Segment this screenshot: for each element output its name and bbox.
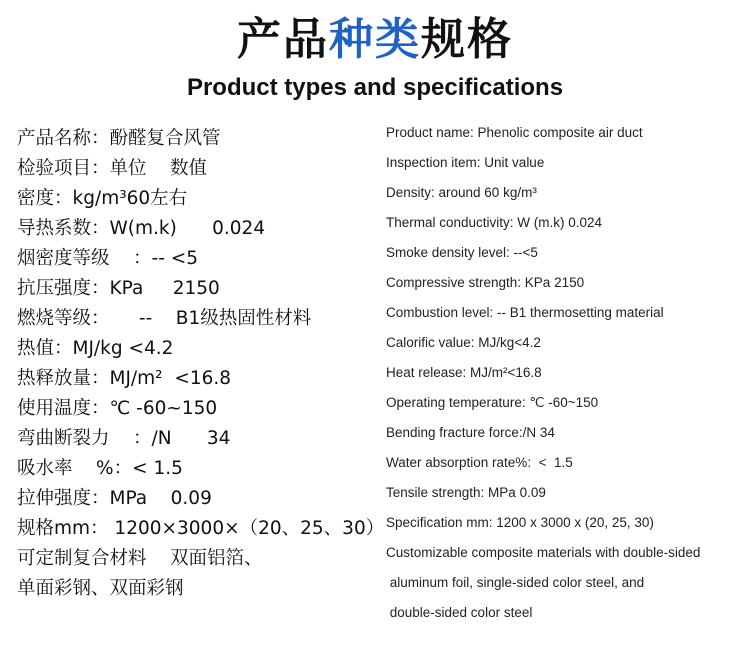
spec-row-zh: 规格mm： 1200×3000×（20、25、30） [17,518,385,539]
spec-row-zh: 吸水率 %：< 1.5 [17,458,183,479]
spec-row-zh: 检验项目：单位 数值 [17,158,208,179]
spec-row-en: aluminum foil, single-sided color steel, and [386,575,645,590]
spec-row-en: Smoke density level: --<5 [386,245,538,260]
spec-row-en: Heat release: MJ/m²<16.8 [386,365,542,380]
spec-row-zh: 热值：MJ/kg <4.2 [17,338,174,359]
spec-row-zh: 弯曲断裂力 ：/N 34 [17,428,231,449]
spec-row-en: Customizable composite materials with double-sided [386,545,701,560]
title-accent: 种类 [329,14,421,65]
spec-row-zh: 产品名称：酚醛复合风管 [17,128,221,149]
page-subtitle: Product types and specifications [186,74,564,101]
spec-row-en: Product name: Phenolic composite air duct [386,125,643,140]
spec-row-zh: 导热系数：W(m.k) 0.024 [17,218,266,239]
title-part-1: 产品 [237,14,329,65]
spec-row-zh: 拉伸强度：MPa 0.09 [17,488,212,509]
spec-row-en: Combustion level: -- B1 thermosetting material [386,305,664,320]
spec-row-en: Tensile strength: MPa 0.09 [386,485,546,500]
spec-row-en: Bending fracture force:/N 34 [386,425,555,440]
spec-row-en: Water absorption rate%: < 1.5 [386,455,573,470]
spec-row-zh: 密度：kg/m³60左右 [17,188,188,209]
page-title [0,12,750,68]
spec-row-zh: 可定制复合材料 双面铝箔、 [17,548,263,569]
spec-row-en: Calorific value: MJ/kg<4.2 [386,335,541,350]
spec-row-en: double-sided color steel [386,605,533,620]
spec-row-en: Compressive strength: KPa 2150 [386,275,585,290]
spec-list-chinese [17,124,387,604]
spec-row-en: Thermal conductivity: W (m.k) 0.024 [386,215,603,230]
spec-row-en: Operating temperature: ℃ -60~150 [386,395,599,410]
spec-list-english [386,118,748,628]
spec-row-zh: 抗压强度：KPa 2150 [17,278,220,299]
spec-row-zh: 热释放量：MJ/m² <16.8 [17,368,232,389]
spec-row-zh: 烟密度等级 ：-- <5 [17,248,199,269]
title-part-2: 规格 [421,14,513,65]
spec-row-zh: 燃烧等级： -- B1级热固性材料 [17,308,312,329]
spec-row-zh: 使用温度：℃ -60~150 [17,398,218,419]
spec-row-zh: 单面彩钢、双面彩钢 [17,578,184,599]
spec-row-en: Density: around 60 kg/m³ [386,185,537,200]
spec-row-en: Inspection item: Unit value [386,155,545,170]
spec-row-en: Specification mm: 1200 x 3000 x (20, 25, 30) [386,515,654,530]
